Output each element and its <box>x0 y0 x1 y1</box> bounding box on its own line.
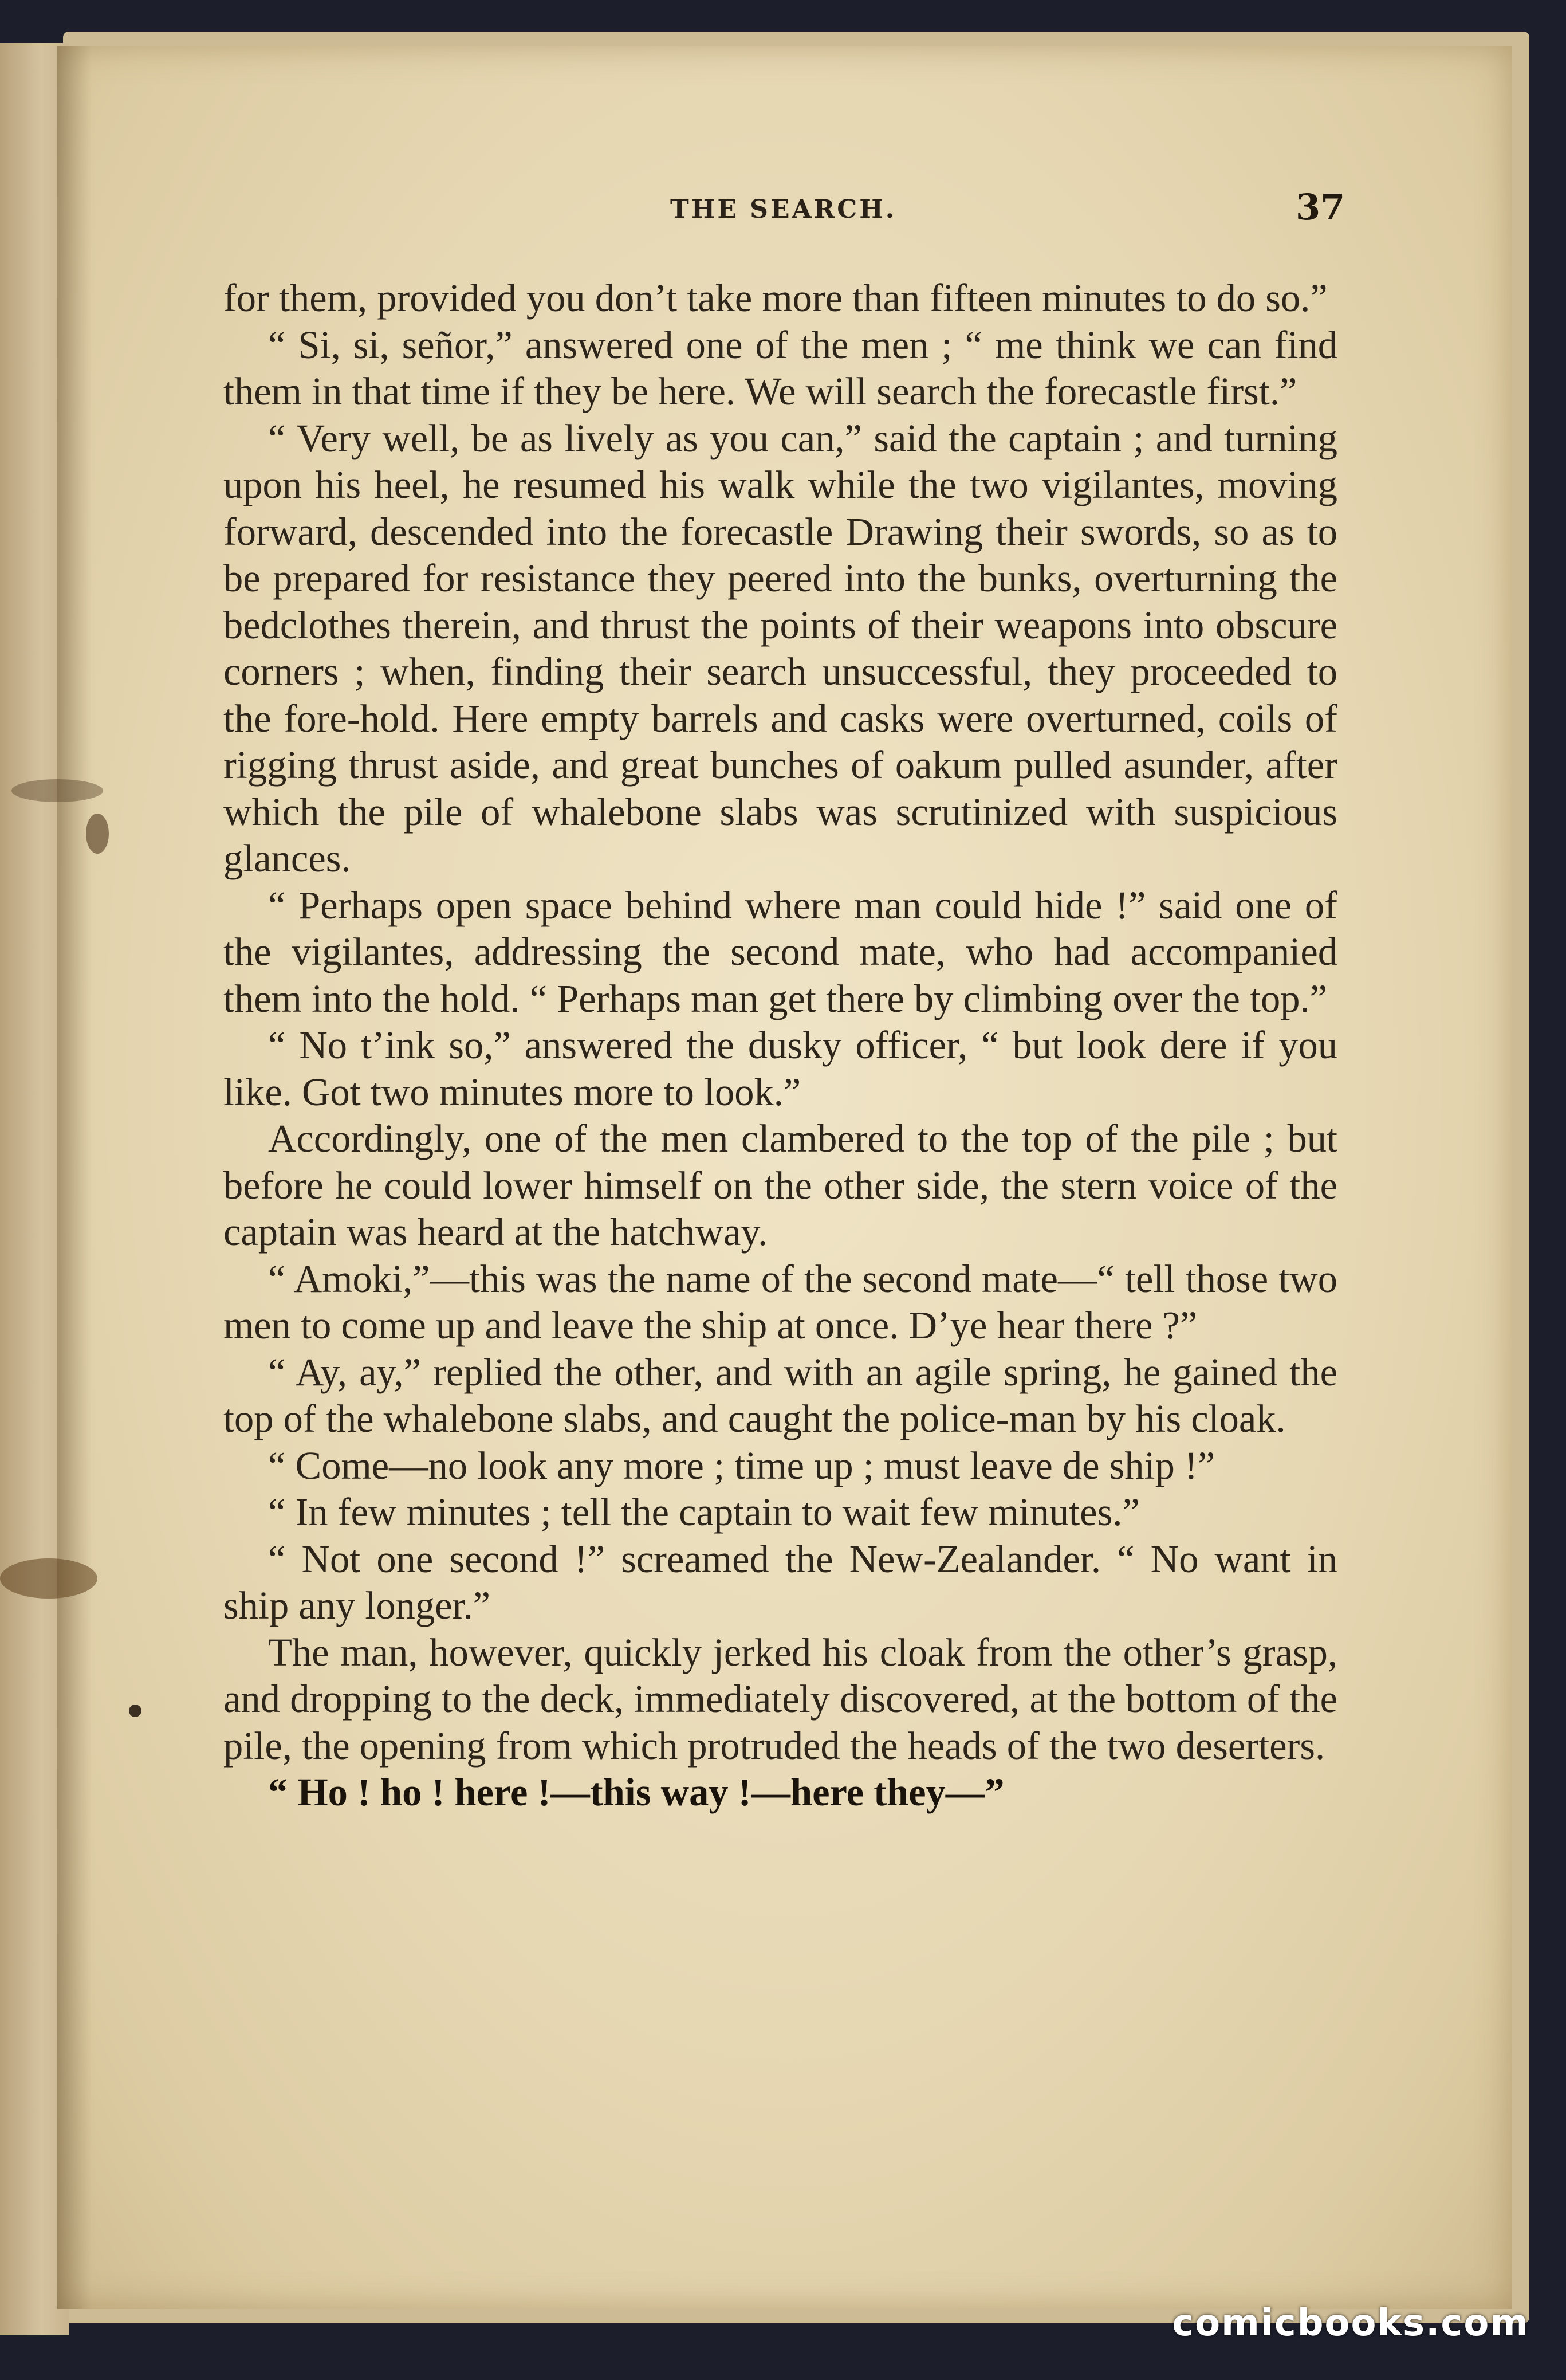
paragraph: “ No t’ink so,” answered the dusky officer, “ but look dere if you like. Got two minutes more to look.” <box>223 1023 1337 1114</box>
paragraph: The man, however, quickly jerked his cloak from the other’s grasp, and dropping to the deck, immediately discovered, at the bottom of the pile, the opening from which protruded the heads of the two deserters. <box>223 1630 1337 1768</box>
page-number: 37 <box>1296 186 1345 228</box>
paragraph: “ Not one second !” screamed the New-Zealander. “ No want in ship any longer.” <box>223 1537 1337 1627</box>
paragraph: “ Very well, be as lively as you can,” said the captain ; and turning upon his heel, he resumed his walk while the two vigilantes, moving forward, descended into the forecastle Drawing their swords, so as to be prepared for resistance they peered into the bunks, overturning the bedclothes therein, and thrust the points of their weapons into obscure corners ; when, finding their search unsuccessful, they proceeded to the fore-hold. Here empty barrels and casks were overturned, coils of rigging thrust aside, and great bunches of oakum pulled asunder, after which the pile of whalebone slabs was scrutinized with suspicious glances. <box>223 416 1337 880</box>
margin-stain <box>129 1705 141 1717</box>
body-text <box>223 275 1337 1816</box>
running-title: THE SEARCH. <box>670 195 897 224</box>
paragraph: “ Ho ! ho ! here !—this way !—here they—” <box>268 1770 1005 1814</box>
margin-stain <box>0 1558 97 1599</box>
paragraph: for them, provided you don’t take more than fifteen minutes to do so.” <box>223 276 1328 320</box>
paragraph: “ Perhaps open space behind where man could hide !” said one of the vigilantes, addressing the second mate, who had accompanied them into the hold. “ Perhaps man get there by climbing over the top.” <box>223 883 1337 1020</box>
paragraph: “ Si, si, señor,” answered one of the men ; “ me think we can find them in that time if they be here. We will search the forecastle first.” <box>223 323 1337 413</box>
gutter-shadow <box>57 46 92 2309</box>
paragraph: Accordingly, one of the men clambered to the top of the pile ; but before he could lower himself on the other side, the stern voice of the captain was heard at the hatchway. <box>223 1117 1337 1254</box>
margin-stain <box>11 779 103 802</box>
paragraph: “ In few minutes ; tell the captain to wait few minutes.” <box>268 1490 1140 1534</box>
paragraph: “ Ay, ay,” replied the other, and with an agile spring, he gained the top of the whalebone slabs, and caught the police-man by his cloak. <box>223 1350 1337 1440</box>
paragraph: “ Amoki,”—this was the name of the second mate—“ tell those two men to come up and leave the ship at once. D’ye hear there ?” <box>223 1256 1337 1347</box>
watermark: comicbooks.com <box>1172 2302 1529 2344</box>
paragraph: “ Come—no look any more ; time up ; must leave de ship !” <box>268 1443 1215 1487</box>
margin-stain <box>86 814 109 854</box>
